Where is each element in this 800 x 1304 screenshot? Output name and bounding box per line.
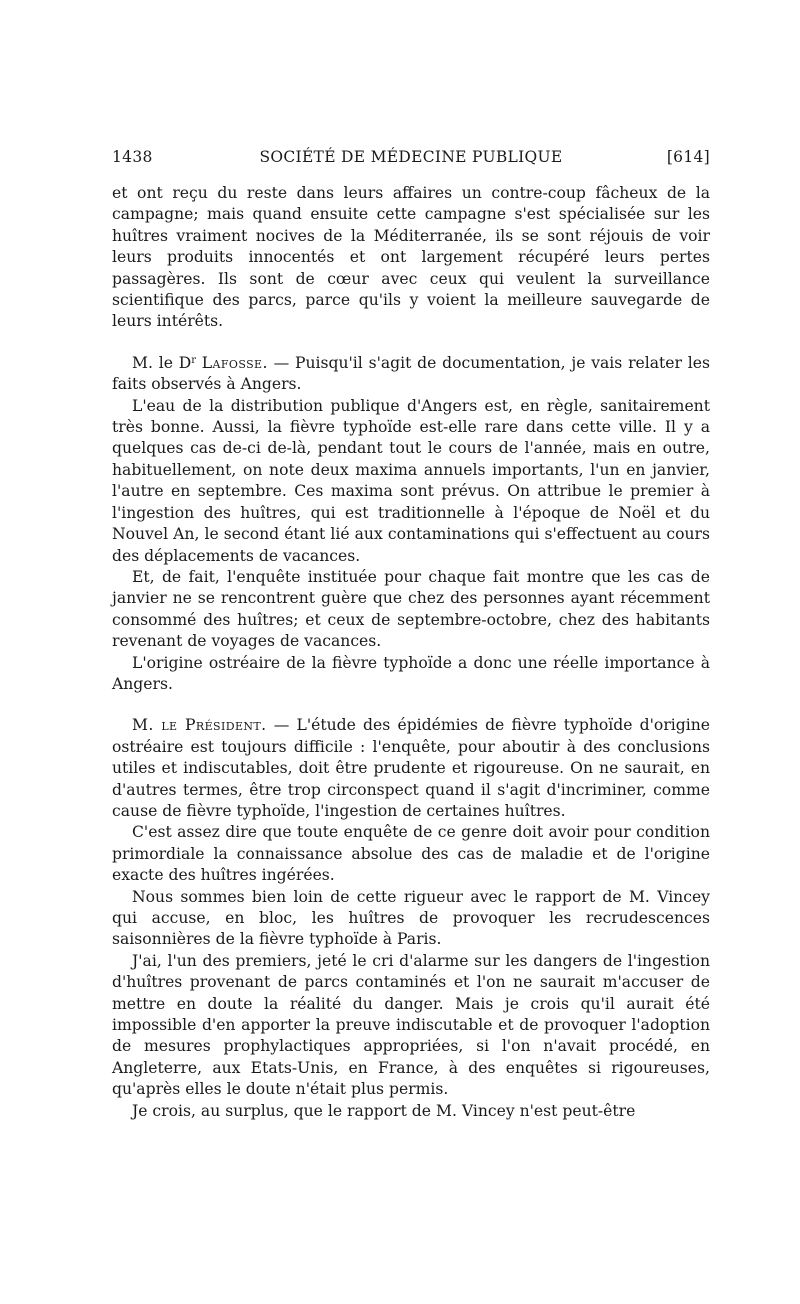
paragraph-enquete: Et, de fait, l'enquête instituée pour chaque fait montre que les cas de janvier ne se rencontrent guère que chez des personnes ayant récemment consommé des huîtres; et ceux de septembre-octobre, chez des habitants revenant de voyages de vacances. (112, 567, 710, 651)
paragraph-lafosse-intro (112, 353, 710, 396)
paragraph-conclusion: Je crois, au surplus, que le rapport de M. Vincey n'est peut-être (132, 1101, 636, 1120)
speaker-statement: — Puisqu'il s'agit de documentation, je vais relater les faits observés à Angers. (112, 353, 710, 394)
page-number: 1438 (112, 148, 153, 166)
paragraph-origine: L'origine ostréaire de la fièvre typhoïde a donc une réelle importance à Angers. (112, 653, 710, 693)
paragraph-continuation: et ont reçu du reste dans leurs affaires un contre-coup fâcheux de la campagne; mais quand ensuite cette campagne s'est spécialisée sur les huîtres vraiment nocives de la Méditerranée, ils se sont réjouis de voir leurs produits innocentés et ont largement récupéré leurs pertes passagères. Ils sont de cœur avec ceux qui veulent la surveillance scientifique des parcs, parce qu'ils y voient la meilleure sauvegarde de leurs intérêts. (112, 184, 710, 331)
running-header (112, 148, 710, 174)
speaker-name: M. le Président. (132, 716, 267, 735)
paragraph-alarme: J'ai, l'un des premiers, jeté le cri d'alarme sur les dangers de l'ingestion d'huîtres provenant de parcs contaminés et l'on ne saurait m'accuser de mettre en doute la réalité du danger. Mais je crois qu'il aurait été impossible d'en apporter la preuve indiscutable et de provoquer l'adoption de mesures prophylactiques appropriées, si l'on n'avait procédé, en Angleterre, aux Etats-Unis, en France, à des enquêtes si rigoureuses, qu'après elles le doute n'était plus permis. (112, 951, 710, 1099)
paragraph-angers-water: L'eau de la distribution publique d'Angers est, en règle, sanitairement très bonne. Aussi, la fièvre typhoïde est-elle rare dans cette ville. Il y a quelques cas de-ci de-là, pendant tout le cours de l'année, mais en outre, habituellement, on note deux maxima annuels importants, l'un en janvier, l'autre en septembre. Ces maxima sont prévus. On attribue le premier à l'ingestion des huîtres, qui est traditionnelle à l'époque de Noël et du Nouvel An, le second étant lié aux contaminations qui s'effectuent au cours des déplacements de vacances. (112, 396, 710, 565)
journal-page (112, 148, 710, 1122)
article-body (112, 183, 710, 1122)
speaker-name: Lafosse. (201, 353, 268, 372)
speaker-prefix: M. le D (132, 353, 192, 372)
section-gap (112, 333, 710, 353)
running-title: SOCIÉTÉ DE MÉDECINE PUBLIQUE (259, 148, 563, 166)
paragraph-vincey: Nous sommes bien loin de cette rigueur avec le rapport de M. Vincey qui accuse, en bloc, les huîtres de provoquer les recrudescences saisonnières de la fièvre typhoïde à Paris. (112, 887, 710, 949)
section-gap (112, 695, 710, 715)
speaker-statement: — L'étude des épidémies de fièvre typhoïde d'origine ostréaire est toujours difficile : l'enquête, pour aboutir à des conclusions utiles et indiscutables, doit être prudente et rigoureuse. On ne saurait, en d'autres termes, être trop circonspect quand il s'agit d'incriminer, comme cause de fièvre typhoïde, l'ingestion de certaines huîtres. (112, 716, 710, 820)
paragraph-president-intro (112, 715, 710, 822)
paragraph-condition: C'est assez dire que toute enquête de ce genre doit avoir pour condition primordiale la connaissance absolue des cas de maladie et de l'origine exacte des huîtres ingérées. (112, 823, 710, 885)
speaker-title-superscript: r (191, 354, 196, 366)
page-reference: [614] (666, 148, 710, 166)
